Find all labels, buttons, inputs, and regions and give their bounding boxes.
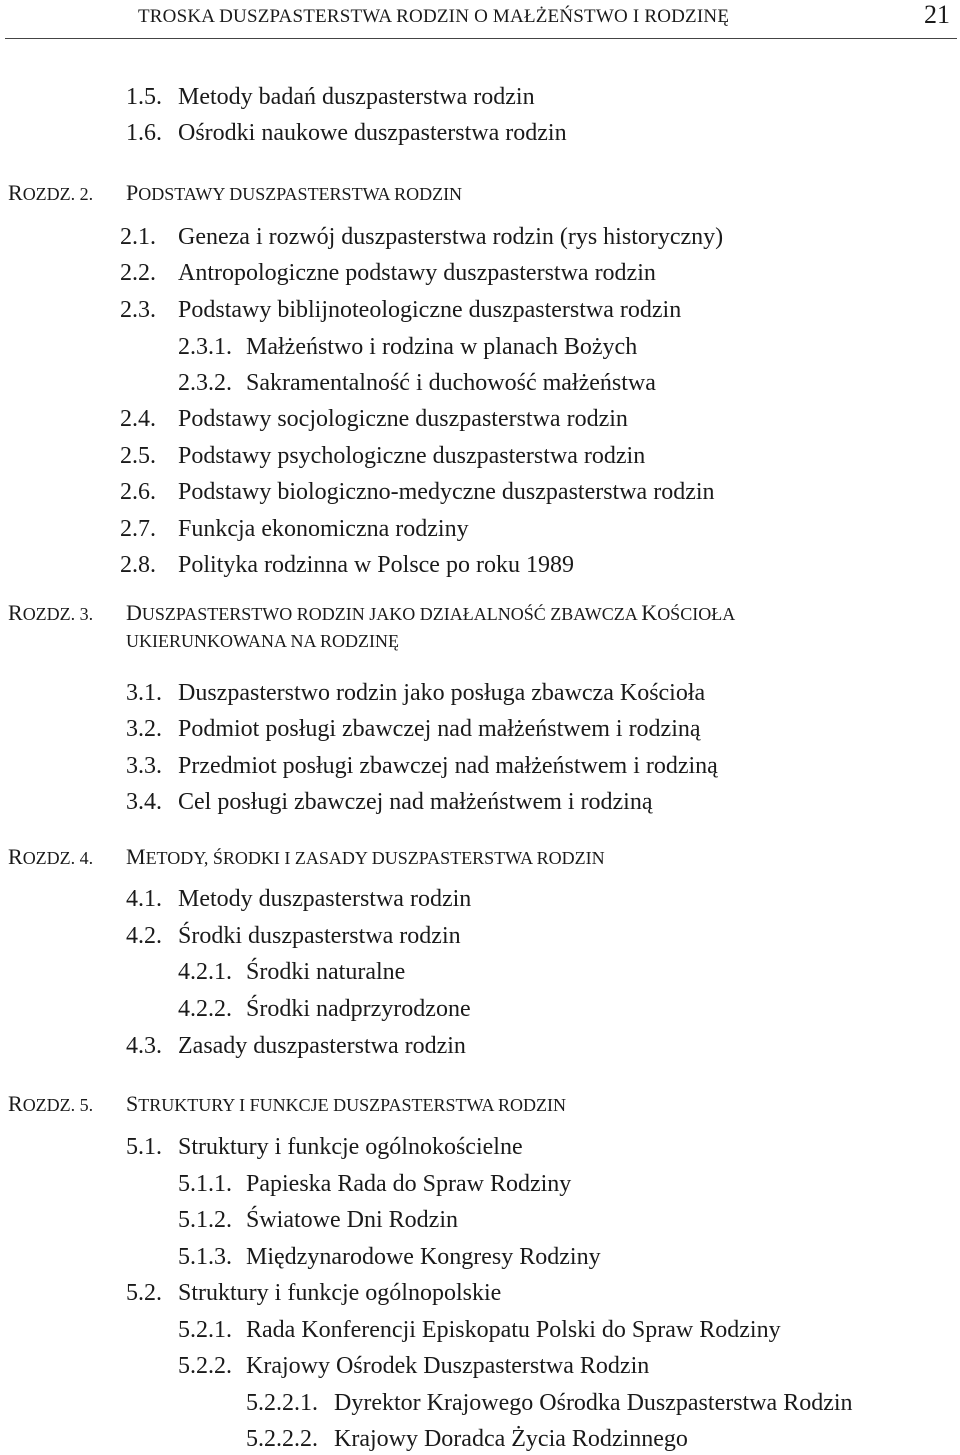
running-header bbox=[0, 0, 960, 40]
toc-number: 3.1. bbox=[126, 680, 162, 706]
toc-title: Funkcja ekonomiczna rodziny bbox=[178, 516, 469, 542]
toc-title: Dyrektor Krajowego Ośrodka Duszpasterstwa Rodzin bbox=[334, 1390, 853, 1416]
toc-title: Środki naturalne bbox=[246, 959, 406, 985]
toc-title: Podmiot posługi zbawczej nad małżeństwem i rodziną bbox=[178, 716, 701, 742]
toc-entry-2-7 bbox=[120, 514, 469, 544]
toc-entry-5-2-2-1 bbox=[246, 1388, 853, 1418]
toc-title: Środki nadprzyrodzone bbox=[246, 996, 471, 1022]
toc-entry-5-2-1 bbox=[178, 1315, 781, 1345]
toc-title: Krajowy Doradca Życia Rodzinnego bbox=[334, 1426, 688, 1452]
toc-number: 5.2. bbox=[126, 1280, 162, 1306]
toc-entry-2-8 bbox=[120, 550, 574, 580]
toc-number: 2.1. bbox=[120, 224, 156, 250]
toc-number: 2.4. bbox=[120, 406, 156, 432]
toc-entry-5-1-1 bbox=[178, 1169, 571, 1199]
toc-number: 2.2. bbox=[120, 260, 156, 286]
toc-title: Cel posługi zbawczej nad małżeństwem i rodziną bbox=[178, 789, 653, 815]
toc-number: 4.2.1. bbox=[178, 959, 232, 985]
toc-entry-2-3-1 bbox=[178, 332, 637, 362]
toc-number: 4.1. bbox=[126, 886, 162, 912]
toc-number: 1.5. bbox=[126, 84, 162, 110]
toc-title: Sakramentalność i duchowość małżeństwa bbox=[246, 370, 656, 396]
toc-entry-5-2 bbox=[126, 1278, 501, 1308]
toc-number: 4.2.2. bbox=[178, 996, 232, 1022]
toc-number: 2.3.2. bbox=[178, 370, 232, 396]
toc-number: 2.8. bbox=[120, 552, 156, 578]
chapter-heading-3-continued: UKIERUNKOWANA NA RODZINĘ bbox=[126, 631, 399, 651]
toc-entry-3-2 bbox=[126, 714, 701, 744]
toc-title: Papieska Rada do Spraw Rodziny bbox=[246, 1171, 572, 1197]
toc-entry-5-2-2 bbox=[178, 1351, 649, 1381]
toc-entry-1-6 bbox=[126, 118, 567, 148]
header-rule bbox=[5, 38, 957, 39]
toc-entry-3-4 bbox=[126, 787, 653, 817]
toc-title: Metody duszpasterstwa rodzin bbox=[178, 886, 472, 912]
toc-title: Zasady duszpasterstwa rodzin bbox=[178, 1033, 466, 1059]
chapter-heading-5: ROZDZ. 5.STRUKTURY I FUNKCJE DUSZPASTERSTWA RODZIN bbox=[8, 1091, 566, 1116]
toc-title: Podstawy biologiczno-medyczne duszpasterstwa rodzin bbox=[178, 479, 715, 505]
toc-entry-4-2-1 bbox=[178, 957, 405, 987]
running-title: TROSKA DUSZPASTERSTWA RODZIN O MAŁŻEŃSTWO I RODZINĘ bbox=[138, 6, 730, 27]
toc-entry-4-2-2 bbox=[178, 994, 471, 1024]
toc-number: 5.2.2. bbox=[178, 1353, 232, 1379]
toc-number: 5.1.1. bbox=[178, 1171, 232, 1197]
toc-title: Geneza i rozwój duszpasterstwa rodzin (rys historyczny) bbox=[178, 224, 724, 250]
toc-title: Struktury i funkcje ogólnopolskie bbox=[178, 1280, 502, 1306]
toc-entry-4-1 bbox=[126, 884, 471, 914]
toc-number: 4.3. bbox=[126, 1033, 162, 1059]
chapter-heading-2: ROZDZ. 2.PODSTAWY DUSZPASTERSTWA RODZIN bbox=[8, 180, 463, 205]
toc-entry-2-1 bbox=[120, 222, 723, 252]
toc-number: 4.2. bbox=[126, 923, 162, 949]
toc-title: Metody badań duszpasterstwa rodzin bbox=[178, 84, 535, 110]
toc-entry-5-1-3 bbox=[178, 1242, 601, 1272]
toc-entry-4-2 bbox=[126, 921, 461, 951]
toc-title: Duszpasterstwo rodzin jako posługa zbawcza Kościoła bbox=[178, 680, 706, 706]
toc-title: Podstawy biblijnoteologiczne duszpasterstwa rodzin bbox=[178, 297, 682, 323]
toc-title: Małżeństwo i rodzina w planach Bożych bbox=[246, 334, 638, 360]
toc-title: Struktury i funkcje ogólnokościelne bbox=[178, 1134, 523, 1160]
toc-number: 3.2. bbox=[126, 716, 162, 742]
toc-number: 2.5. bbox=[120, 443, 156, 469]
toc-title: Międzynarodowe Kongresy Rodziny bbox=[246, 1244, 601, 1270]
toc-number: 2.6. bbox=[120, 479, 156, 505]
toc-entry-5-2-2-2 bbox=[246, 1424, 688, 1454]
toc-entry-2-5 bbox=[120, 441, 645, 471]
toc-entry-3-3 bbox=[126, 751, 718, 781]
toc-entry-4-3 bbox=[126, 1031, 466, 1061]
toc-title: Światowe Dni Rodzin bbox=[246, 1207, 458, 1233]
toc-number: 3.4. bbox=[126, 789, 162, 815]
toc-entry-5-1 bbox=[126, 1132, 523, 1162]
toc-number: 5.1. bbox=[126, 1134, 162, 1160]
toc-title: Krajowy Ośrodek Duszpasterstwa Rodzin bbox=[246, 1353, 650, 1379]
toc-number: 5.2.2.1. bbox=[246, 1390, 318, 1416]
toc-entry-5-1-2 bbox=[178, 1205, 458, 1235]
toc-number: 5.2.1. bbox=[178, 1317, 232, 1343]
toc-entry-2-6 bbox=[120, 477, 715, 507]
toc-number: 2.3. bbox=[120, 297, 156, 323]
toc-title: Przedmiot posługi zbawczej nad małżeństwem i rodziną bbox=[178, 753, 718, 779]
toc-title: Środki duszpasterstwa rodzin bbox=[178, 923, 461, 949]
toc-number: 3.3. bbox=[126, 753, 162, 779]
toc-entry-2-2 bbox=[120, 258, 656, 288]
page-number: 21 bbox=[924, 0, 950, 29]
toc-entry-1-5 bbox=[126, 82, 535, 112]
toc-entry-2-3 bbox=[120, 295, 681, 325]
toc-number: 2.3.1. bbox=[178, 334, 232, 360]
toc-number: 5.1.3. bbox=[178, 1244, 232, 1270]
toc-number: 1.6. bbox=[126, 120, 162, 146]
toc-number: 5.1.2. bbox=[178, 1207, 232, 1233]
chapter-heading-4: ROZDZ. 4.METODY, ŚRODKI I ZASADY DUSZPASTERSTWA RODZIN bbox=[8, 844, 605, 869]
toc-title: Polityka rodzinna w Polsce po roku 1989 bbox=[178, 552, 574, 578]
toc-entry-2-3-2 bbox=[178, 368, 656, 398]
toc-entry-2-4 bbox=[120, 404, 628, 434]
toc-title: Podstawy psychologiczne duszpasterstwa rodzin bbox=[178, 443, 646, 469]
toc-number: 2.7. bbox=[120, 516, 156, 542]
toc-title: Ośrodki naukowe duszpasterstwa rodzin bbox=[178, 120, 567, 146]
toc-title: Antropologiczne podstawy duszpasterstwa rodzin bbox=[178, 260, 656, 286]
chapter-heading-3: ROZDZ. 3.DUSZPASTERSTWO RODZIN JAKO DZIAŁALNOŚĆ ZBAWCZA KOŚCIOŁA bbox=[8, 600, 736, 625]
toc-title: Podstawy socjologiczne duszpasterstwa rodzin bbox=[178, 406, 628, 432]
toc-entry-3-1 bbox=[126, 678, 705, 708]
toc-number: 5.2.2.2. bbox=[246, 1426, 318, 1452]
toc-title: Rada Konferencji Episkopatu Polski do Spraw Rodziny bbox=[246, 1317, 781, 1343]
